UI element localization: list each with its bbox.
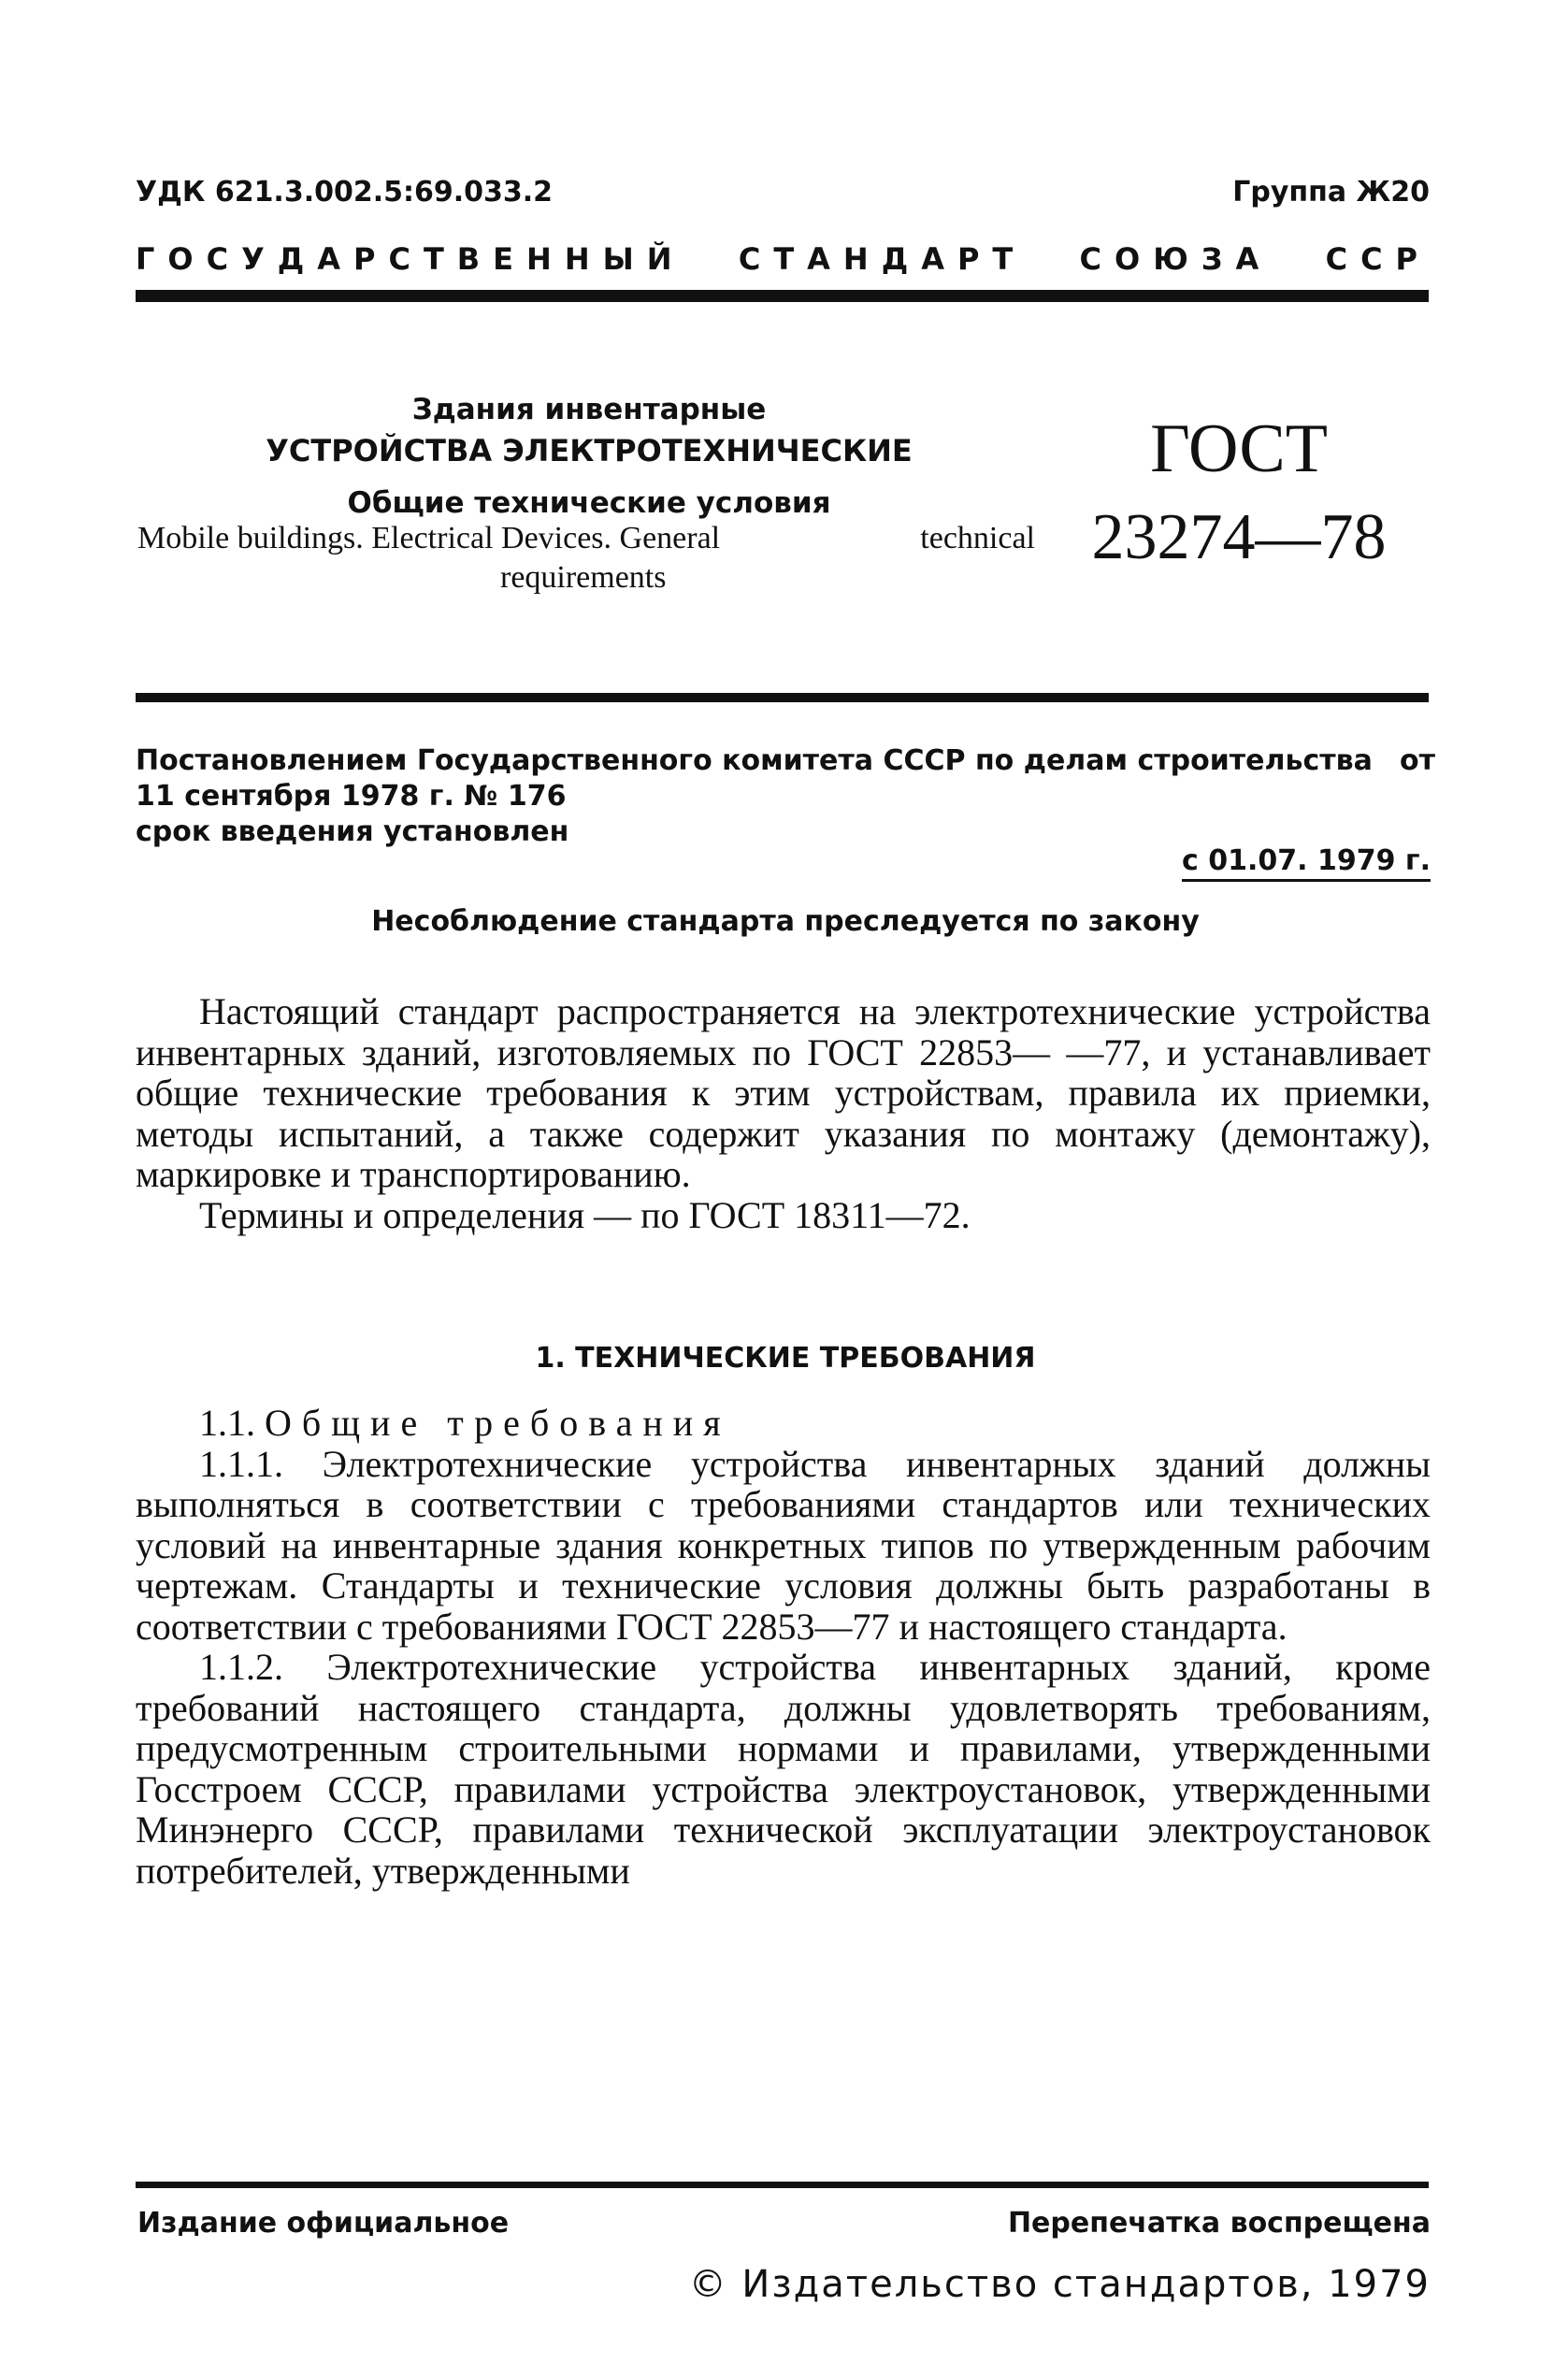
- clause-1-1-2: 1.1.2. Электротехнические устройства инвентарных зданий, кроме требований настоящего стандарта, должны удовлетворять требованиям, предусмотренным строительными нормами и правилами, утвержденными Госстроем СССР, правилами устройства электроустановок, утвержденными Минэнерго СССР, правилами технической эксплуатации электроустановок потребителей, утвержденными: [136, 1646, 1431, 1892]
- subsection-title: Общие требования: [265, 1402, 731, 1444]
- english-title-right: technical: [920, 521, 1035, 555]
- copyright-line: © Издательство стандартов, 1979: [688, 2263, 1431, 2306]
- group-code: Группа Ж20: [1232, 176, 1430, 209]
- gost-number: 23274—78: [1091, 501, 1387, 573]
- gost-label: ГОСТ: [1150, 411, 1328, 487]
- effective-date: с 01.07. 1979 г.: [1182, 844, 1431, 882]
- footer-divider: [136, 2182, 1429, 2188]
- intro-paragraph-1: Настоящий стандарт распространяется на электротехнические устройства инвентарных зданий, изготовляемых по ГОСТ 22853— —77, и устанавливает общие технические требования к этим устройствам, правила их приемки, методы испытаний, а также содержит указания по монтажу (демонтажу), маркировке и транспортированию.: [136, 990, 1431, 1195]
- decree-line-3: срок введения установлен: [136, 815, 569, 848]
- udk-code: УДК 621.3.002.5:69.033.2: [136, 176, 554, 209]
- title-line-1: Здания инвентарные: [411, 393, 767, 426]
- decree-block: [136, 743, 1435, 850]
- section-heading: 1. ТЕХНИЧЕСКИЕ ТРЕБОВАНИЯ: [535, 1342, 1036, 1375]
- reprint-notice: Перепечатка воспрещена: [1007, 2207, 1431, 2240]
- intro-paragraph-2: Термины и определения — по ГОСТ 18311—72.: [199, 1193, 971, 1236]
- english-title-left: Mobile buildings. Electrical Devices. General: [137, 521, 721, 555]
- banner-word: СТАНДАРТ: [738, 241, 1027, 277]
- title-line-2: УСТРОЙСТВА ЭЛЕКТРОТЕХНИЧЕСКИЕ: [266, 433, 913, 468]
- clause-1-1-1: 1.1.1. Электротехнические устройства инвентарных зданий должны выполняться в соответствии с требованиями стандартов или технических условий на инвентарные здания конкретных типов по утвержденным рабочим чертежам. Стандарты и технические условия должны быть разработаны в соответствии с требованиями ГОСТ 22853—77 и настоящего стандарта.: [136, 1442, 1431, 1648]
- decree-line-1-end: от: [1400, 744, 1435, 777]
- title-divider: [136, 693, 1429, 702]
- header-divider: [136, 290, 1429, 302]
- section-1-text: [136, 1403, 1431, 1891]
- state-standard-banner: [136, 241, 1431, 277]
- decree-line-1: Постановлением Государственного комитета СССР по делам строительства: [136, 744, 1373, 777]
- banner-word: СОЮЗА: [1079, 241, 1273, 277]
- intro-text: [136, 991, 1431, 1235]
- title-line-3: Общие технические условия: [347, 486, 831, 520]
- decree-line-2: 11 сентября 1978 г. № 176: [136, 780, 567, 813]
- banner-word: ССР: [1325, 241, 1431, 277]
- english-title: [137, 519, 1035, 598]
- law-notice: Несоблюдение стандарта преследуется по закону: [371, 905, 1200, 938]
- subsection-number: 1.1.: [199, 1402, 255, 1444]
- english-title-line-2: requirements: [500, 560, 667, 595]
- subsection-heading: [136, 1403, 1431, 1444]
- edition-note: Издание официальное: [137, 2207, 510, 2240]
- banner-word: ГОСУДАРСТВЕННЫЙ: [136, 241, 685, 277]
